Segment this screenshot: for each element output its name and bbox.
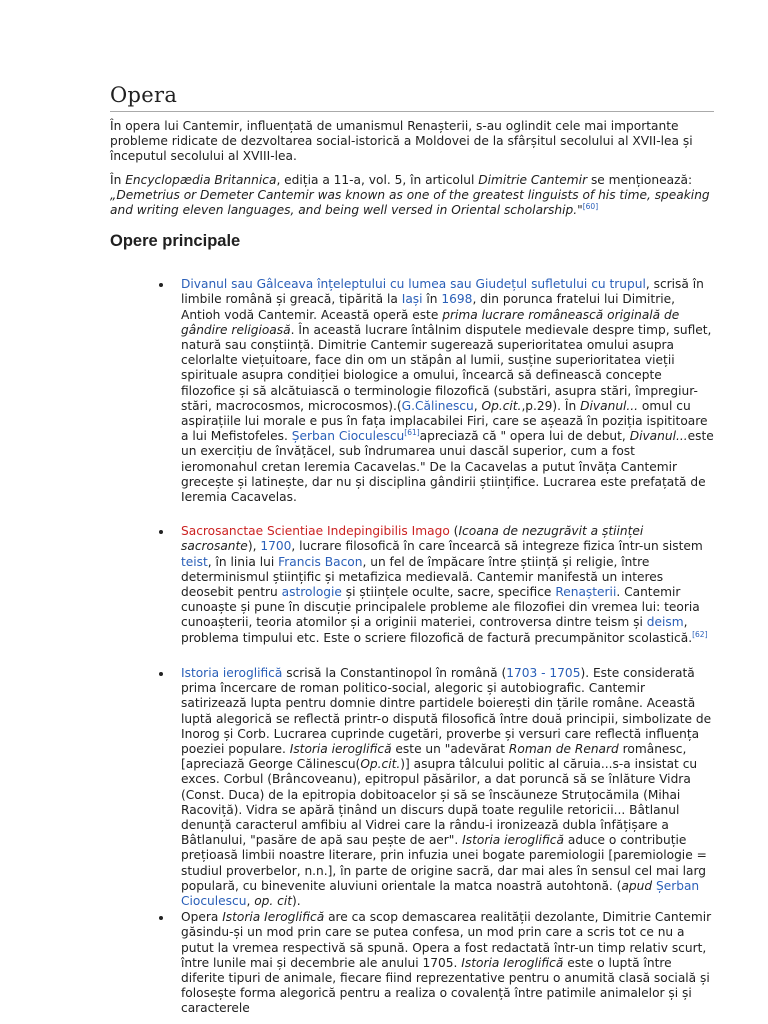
link-iasi[interactable]: Iași [401, 292, 423, 307]
link-calinescu[interactable]: G.Călinescu [401, 398, 474, 413]
italic-text: Divanul... [629, 429, 688, 444]
text: . Cantemir cunoaște și pune în discuție principalele probleme ale filozofiei din vremea lui: teoria cunoașterii, teoria atomilor și a originii materiei, controversa dintre teism și [181, 585, 700, 630]
link-divanul[interactable]: Divanul sau Gâlceava înțeleptului cu lumea sau Giudețul sufletului cu trupul [181, 277, 646, 292]
link-renasterii[interactable]: Renașterii [555, 585, 617, 600]
text: , din porunca fratelui lui Dimitrie, Antioh vodă Cantemir. Această operă este [181, 292, 675, 322]
text: , [246, 893, 255, 908]
italic-text: prima lucrare românească originală de gândire religioasă [181, 307, 680, 337]
text: , în linia lui [207, 554, 279, 569]
reference-link-60[interactable]: [60] [582, 201, 599, 211]
italic-text: Roman de Renard [508, 741, 619, 756]
article-name: Dimitrie Cantemir [478, 172, 588, 187]
text: este un "adevărat [391, 741, 509, 756]
text: românesc, [apreciază George Călinescu( [181, 741, 687, 772]
link-sacrosanctae[interactable]: Sacrosanctae Scientiae Indepingibilis Imago [181, 524, 450, 539]
italic-text: Divanul... [580, 398, 639, 413]
text: , problema timpului etc. Este o scriere filozofică de factură precumpănitor scolastică. [181, 615, 693, 645]
text: în [422, 292, 442, 307]
link-year-1698[interactable]: 1698 [441, 292, 473, 307]
text: )] asupra tâlcului politic al căruia...s-a insistat cu exces. Corbul (Brâncoveanu), epitropul păsărilor, a dat poruncă să se înlăture Vidra (Const. Duca) de la epitropia dobitoacelor și să se înscăuneze Struțocămila (Mihai Racoviță). Vidra se apără ținând un discurs după toate regulile retoricii... Bâtlanul denunță caracterul amfibiu al Vidrei care la rându-i ironizează dubla înfățișare a Bâtlanului, "pasăre de apă sau pește de aer". [181, 757, 698, 848]
list-item-opera [110, 910, 714, 1016]
bullet-icon [159, 530, 163, 534]
text: și științele oculte, sacre, specifice [341, 585, 556, 600]
bullet-icon [159, 672, 163, 676]
text: se menționează: [587, 172, 693, 187]
italic-text: apud [621, 878, 653, 893]
link-astrologie[interactable]: astrologie [281, 585, 342, 600]
italic-text: Istoria Ieroglifică [222, 910, 325, 925]
text: aduce o contribuție prețioasă limbii noastre literare, prin infuzia unei bogate paremiologii [paremiologie = studiul proverbelor, n.n.], în parte de origine sacră, dar mai ales în sensul cel mai larg populară, cu binevenite aluviuni orientale la matca noastră autohtonă. ( [181, 833, 707, 893]
reference-link-62[interactable]: [62] [692, 629, 708, 639]
britannica-quote: „Demetrius or Demeter Cantemir was known as one of the greatest linguists of his time, speaking and writing eleven languages, and being well versed in Oriental scholarship." [110, 187, 710, 218]
link-istoria-ieroglifica[interactable]: Istoria ieroglifică [181, 665, 283, 680]
text: ). Este considerată prima încercare de roman politico-social, alegoric și autobiografic. Cantemir satirizează lupta pentru domnie dintre partidele boierești din țările române. Această luptă alegorică se reflectă printr-o dispută filosofică între două principii, simbolizate de Inorog și Corb. Lucrarea cuprinde cugetări, proverbe și versuri care reflectă influența poeziei populare. [181, 665, 712, 756]
section-heading-opera: Opera [110, 80, 714, 112]
bullet-icon [159, 283, 163, 287]
text: este o luptă între diferite tipuri de animale, fiecare fiind reprezentative pentru o anumită clasă socială și folosește forma alegorică pentru a realiza o covalență între patimile animalelor și și caracterele [181, 955, 710, 1016]
works-list [110, 277, 714, 1016]
section-heading-opere-principale: Opere principale [110, 232, 241, 251]
text: ). [292, 893, 301, 908]
text: scrisă la Constantinopol în română ( [282, 665, 507, 680]
text: omul cu aspirațiile lui morale e pus în fața implacabilei Firi, care se așează în poziția ispititoare a lui Mefistofeles. [181, 398, 708, 444]
text: , [473, 398, 482, 413]
text: ( [449, 524, 459, 539]
text: . În această lucrare întâlnim disputele medievale despre timp, suflet, natură sau conștiință. Dimitrie Cantemir sugerează superioritatea omului asupra celorlalte viețuitoare, face din om un stăpân al lumii, susține superioritatea vieții spirituale asupra condiției biologice a omului, încearcă să definească concepte filozofice și să alcătuiască o terminologie filozofică (substări, asupra stări, împregiur-stări, macrocosmos, microcosmos).( [181, 322, 712, 413]
text: În [110, 172, 126, 187]
text: , lucrare filosofică în care încearcă să integreze fizica într-un sistem [291, 539, 703, 554]
italic-text: Op.cit. [481, 398, 522, 413]
text: are ca scop demascarea realității dezolante, Dimitrie Cantemir găsindu-și un mod prin care se putea confesa, un mod prin care a scris tot ce nu a putut la vremea respectivă să spună. Opera a fost redactată într-un timp relativ scurt, între lunile mai și decembrie ale anului 1705. [181, 910, 712, 970]
reference-link-61[interactable]: [61] [404, 428, 420, 438]
text: apreciază că " opera lui de debut, [419, 429, 630, 444]
intro-paragraph: În opera lui Cantemir, influențată de umanismul Renașterii, s-au oglindit cele mai importante probleme ridicate de dezvoltarea social-istorică a Moldovei de la sfârșitul secolului al XVII-lea și începutul secolului al XVIII-lea. [110, 119, 693, 164]
britannica-book-title: Encyclopædia Britannica [125, 172, 277, 187]
link-cioculescu-2[interactable]: Șerban Cioculescu [181, 878, 700, 908]
italic-text: Istoria Ieroglifică [461, 955, 564, 970]
link-years-1703-1705[interactable]: 1703 - 1705 [506, 665, 581, 680]
text: , scrisă în limbile română și greacă, tipărită la [181, 277, 704, 307]
article-body [110, 80, 714, 1017]
text: este un exercițiu de învățăcel, sub îndrumarea unui dascăl superior, cum a fost ieromonahul cretan Ieremia Cacavelas." De la Cacavelas a putut învăța Cantemir grecește și latinește, dar nu și disciplina gândirii științifice. Lucrarea este prefațată de Ieremia Cacavelas. [181, 429, 714, 505]
britannica-paragraph [110, 173, 714, 219]
text: ), [247, 539, 261, 554]
italic-text: Istoria ieroglifică [289, 741, 392, 756]
list-item-sacrosanctae [110, 524, 714, 646]
list-item-istoria [110, 666, 714, 909]
text: Opera [181, 910, 223, 925]
text: , un fel de împăcare între știință și religie, între determinismul științific și metafizica medievală. Cantemir manifestă un interes deosebit pentru [181, 554, 664, 600]
text: ,p.29). În [521, 398, 581, 413]
link-francis-bacon[interactable]: Francis Bacon [278, 554, 363, 569]
italic-text: Istoria ieroglifică [462, 833, 564, 848]
link-cioculescu[interactable]: Șerban Cioculescu [291, 429, 405, 444]
bullet-icon [159, 916, 163, 920]
link-deism[interactable]: deism [646, 615, 684, 630]
italic-text: Op.cit. [360, 757, 401, 772]
list-item-divanul [110, 277, 714, 505]
italic-text: Icoana de nezugrăvit a științei sacrosante [181, 524, 644, 554]
link-year-1700[interactable]: 1700 [260, 539, 292, 554]
link-teist[interactable]: teist [181, 554, 208, 569]
text: , ediția a 11-a, vol. 5, în articolul [276, 172, 479, 187]
italic-text: op. cit [254, 893, 292, 908]
